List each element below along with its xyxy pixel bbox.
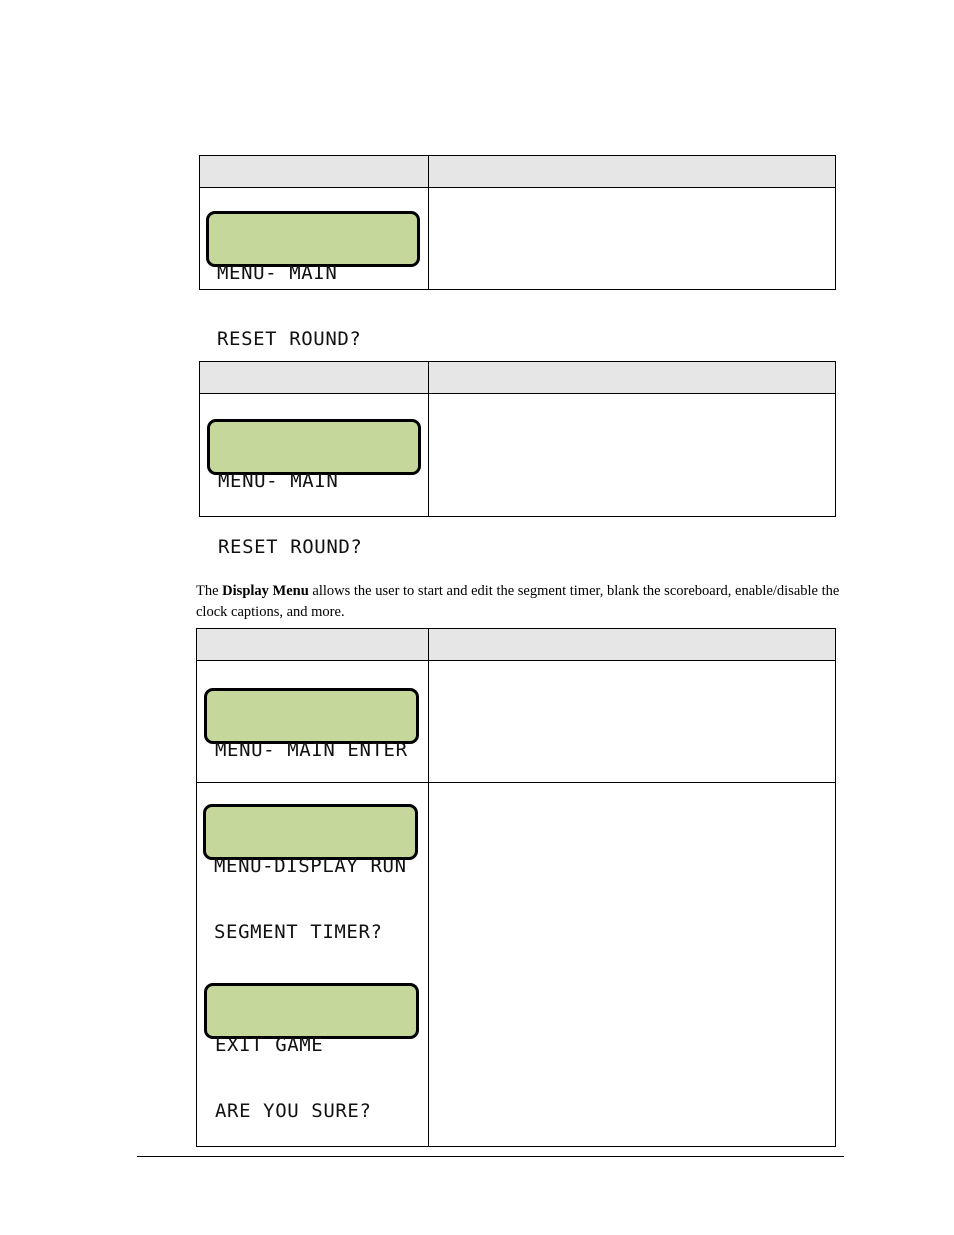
lcd-line-1: EXIT GAME (215, 1034, 324, 1056)
lcd-display (204, 688, 419, 761)
table-header-cell (200, 362, 429, 394)
lcd-line-2: ARE YOU SURE? (215, 1100, 372, 1122)
lcd-line-1: MENU- MAIN (217, 262, 338, 284)
intro-prefix: The (196, 582, 223, 599)
lcd-display (206, 211, 420, 350)
lcd-display (204, 983, 419, 1122)
table-header-row (200, 362, 836, 394)
description-cell (429, 188, 836, 290)
table-header-cell (429, 629, 836, 661)
lcd-display (203, 804, 418, 943)
lcd-line-1: MENU- MAIN (218, 470, 339, 492)
lcd-line-2: RESET ROUND? (217, 328, 362, 350)
description-cell (429, 394, 836, 517)
table-header-row (200, 156, 836, 188)
lcd-line-1: MENU- MAIN ENTER (215, 739, 408, 761)
table-header-cell (429, 362, 836, 394)
lcd-display (207, 419, 421, 558)
description-cell (429, 783, 836, 1147)
intro-suffix: allows the user to start and edit the segment timer, blank the scoreboard, enable/disable the clock captions, and more. (196, 582, 840, 620)
description-cell (429, 661, 836, 783)
intro-bold-term: Display Menu (222, 582, 309, 599)
table-header-cell (197, 629, 429, 661)
footer-divider (137, 1156, 844, 1157)
lcd-line-2: SEGMENT TIMER? (214, 921, 383, 943)
table-header-cell (429, 156, 836, 188)
display-menu-intro (196, 581, 841, 623)
table-header-cell (200, 156, 429, 188)
lcd-line-2: RESET ROUND? (218, 536, 363, 558)
table-header-row (197, 629, 836, 661)
lcd-line-1: MENU-DISPLAY RUN (214, 855, 407, 877)
